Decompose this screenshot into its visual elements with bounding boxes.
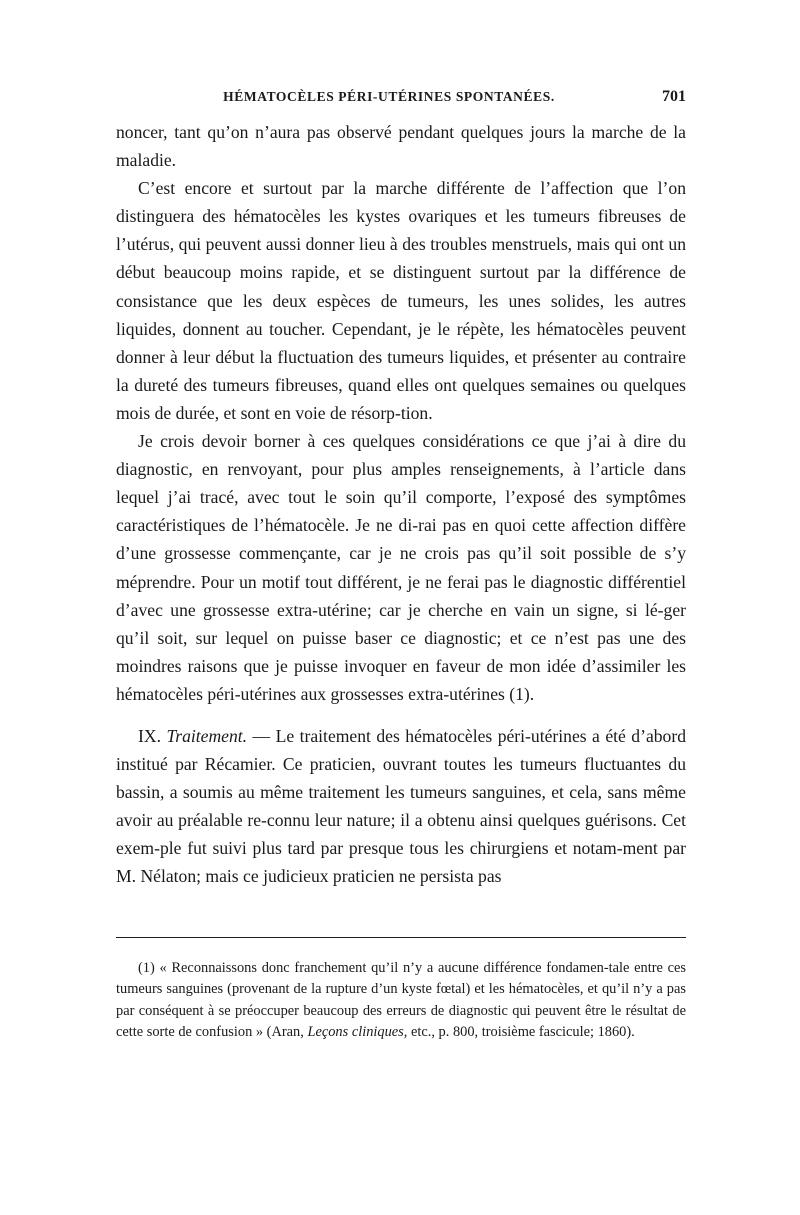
section-text: — Le traitement des hématocèles péri-utérines a été d’abord institué par Récamier. Ce praticien, ouvrant toutes les tumeurs fluctuantes du bassin, a soumis au même traitement les tumeurs sanguines, et cela, sans même avoir au préalable re-connu leur nature; il a obtenu ainsi quelques guérisons. Cet exem-ple fut suivi plus tard par presque tous les chirurgiens et notam-ment par M. Nélaton; mais ce judicieux praticien ne persista pas — [116, 725, 686, 887]
footnote-text: « Reconnaissons donc franchement qu’il n’y a aucune différence fondamen-tale entre ces tumeurs sanguines (provenant de la rupture d’un kyste fœtal) et les hématocèles, et qu’il n’y a pas par conséquent à se préoccuper beaucoup des erreurs de diagnostic qui peuvent être le résultat de cette sorte de confusion » — [116, 959, 686, 1041]
page-header — [116, 88, 686, 118]
footnote-citation-title: Leçons cliniques, — [307, 1024, 408, 1041]
paragraph-continuation: noncer, tant qu’on n’aura pas observé pendant quelques jours la marche de la maladie. — [116, 122, 686, 171]
section-title: Traitement. — [166, 725, 248, 746]
book-page — [116, 88, 686, 1044]
footnote-marker: (1) — [138, 959, 155, 976]
page-number: 701 — [662, 88, 686, 105]
footnote-citation-author: (Aran, — [266, 1024, 304, 1041]
footnotes — [116, 958, 686, 1044]
footnote-citation-rest: etc., p. 800, troisième fascicule; 1860). — [410, 1024, 635, 1041]
footnote-1 — [116, 958, 686, 1044]
running-title: HÉMATOCÈLES PÉRI-UTÉRINES SPONTANÉES. — [223, 89, 555, 104]
section-number: IX. — [138, 725, 161, 746]
body-text — [116, 118, 686, 891]
section-treatment — [116, 722, 686, 891]
footnote-divider — [116, 937, 686, 938]
paragraph-differential-tumors: C’est encore et surtout par la marche différente de l’affection que l’on distinguera des hématocèles les kystes ovariques et les tumeurs fibreuses de l’utérus, qui peuvent aussi donner lieu à des troubles menstruels, mais qui ont un début beaucoup moins rapide, et se distinguent surtout par la différence de consistance que les deux espèces de tumeurs, les unes solides, les autres liquides, donnent au toucher. Cependant, je le répète, les hématocèles peuvent donner à leur début la fluctuation des tumeurs liquides, et présenter au contraire la dureté des tumeurs fibreuses, quand elles ont quelques semaines ou quelques mois de durée, et sont en voie de résorp-tion. — [116, 178, 686, 423]
paragraph-diagnostic-conclusion: Je crois devoir borner à ces quelques considérations ce que j’ai à dire du diagnostic, en renvoyant, pour plus amples renseignements, à l’article dans lequel j’ai tracé, avec tout le soin qu’il comporte, l’exposé des symptômes caractéristiques de l’hématocèle. Je ne di-rai pas en quoi cette affection diffère d’une grossesse commençante, car je ne crois pas qu’il soit possible de s’y méprendre. Pour un motif tout différent, je ne ferai pas le diagnostic différentiel d’avec une grossesse extra-utérine; car je cherche en vain un signe, si lé-ger qu’il soit, sur lequel on puisse baser ce diagnostic; et ce n’est pas une des moindres raisons que je puisse invoquer en faveur de mon idée d’assimiler les hématocèles péri-utérines aux grossesses extra-utérines (1). — [116, 431, 686, 704]
